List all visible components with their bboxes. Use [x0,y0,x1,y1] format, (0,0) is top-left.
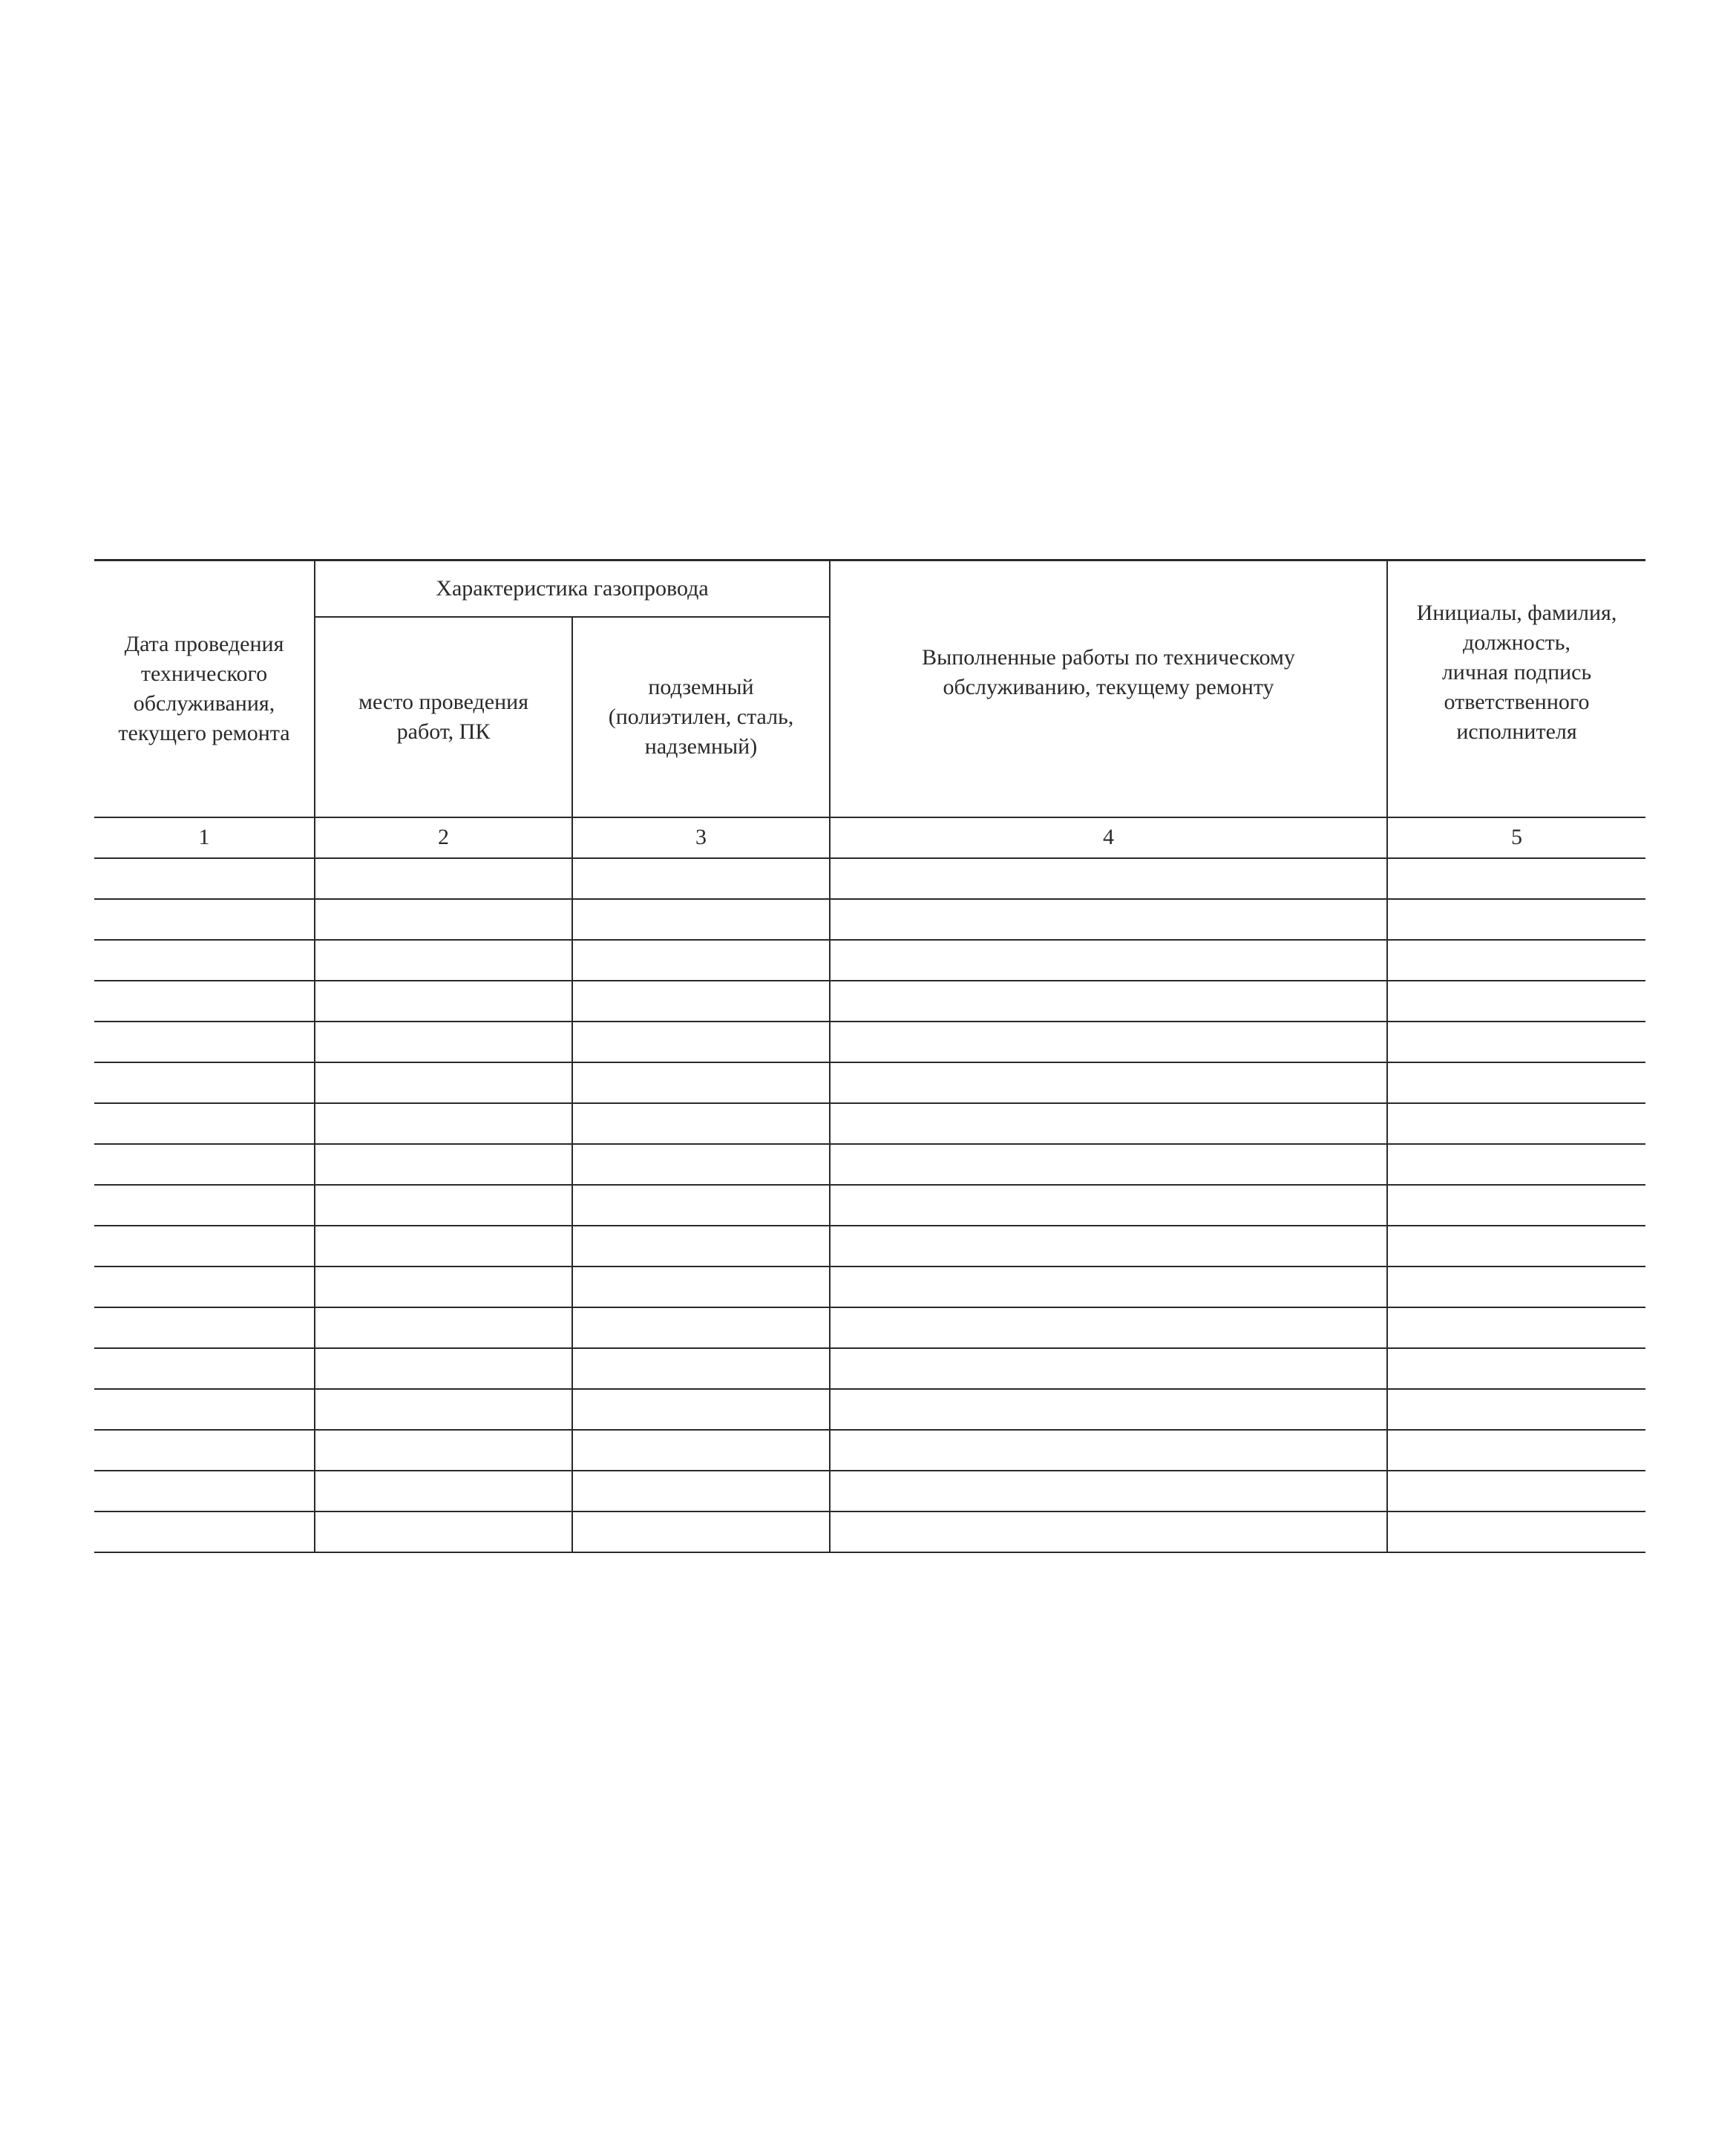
column-number: 4 [830,817,1387,858]
table-cell[interactable] [94,1144,315,1185]
header-pipeline-type-label: подземный (полиэтилен, сталь, надземный) [608,674,794,759]
table-cell[interactable] [830,1348,1387,1389]
table-cell[interactable] [830,1062,1387,1103]
table-cell[interactable] [572,1103,830,1144]
table-cell[interactable] [94,1307,315,1348]
table-cell[interactable] [1387,981,1645,1022]
table-cell[interactable] [94,1062,315,1103]
table-cell[interactable] [315,1267,572,1307]
table-cell[interactable] [830,1103,1387,1144]
table-cell[interactable] [94,1103,315,1144]
table-cell[interactable] [830,1022,1387,1062]
table-cell[interactable] [830,1389,1387,1430]
table-cell[interactable] [315,1144,572,1185]
column-number: 5 [1387,817,1645,858]
table-cell[interactable] [572,1267,830,1307]
column-number: 3 [572,817,830,858]
table-cell[interactable] [830,1307,1387,1348]
table-cell[interactable] [830,899,1387,940]
table-cell[interactable] [1387,1226,1645,1267]
table-row [94,1307,1645,1348]
table-row [94,1511,1645,1552]
table-cell[interactable] [94,1185,315,1226]
table-cell[interactable] [94,1511,315,1552]
table-cell[interactable] [315,1471,572,1511]
table-cell[interactable] [1387,1185,1645,1226]
table-cell[interactable] [94,858,315,899]
column-number: 1 [94,817,315,858]
table-cell[interactable] [1387,858,1645,899]
table-cell[interactable] [94,981,315,1022]
table-row [94,1185,1645,1226]
table-row [94,1103,1645,1144]
table-cell[interactable] [572,1144,830,1185]
table-cell[interactable] [572,1022,830,1062]
table-cell[interactable] [315,1511,572,1552]
table-cell[interactable] [830,1471,1387,1511]
table-cell[interactable] [830,858,1387,899]
table-cell[interactable] [830,1511,1387,1552]
table-cell[interactable] [315,1226,572,1267]
header-row-top [94,560,1645,617]
table-cell[interactable] [94,1267,315,1307]
table-row [94,1226,1645,1267]
header-pipeline-characteristics-label: Характеристика газопровода [436,575,709,601]
table-cell[interactable] [315,1022,572,1062]
table-cell[interactable] [572,1185,830,1226]
table-cell[interactable] [1387,899,1645,940]
header-work-performed-label: Выполненные работы по техническому обслуживанию, текущему ремонту [922,644,1295,699]
table-cell[interactable] [830,1267,1387,1307]
table-cell[interactable] [315,1348,572,1389]
table-cell[interactable] [94,1471,315,1511]
maintenance-log-table [94,559,1645,1553]
header-responsible-person-label: Инициалы, фамилия, должность, личная подпись ответственного исполнителя [1416,600,1617,744]
table-row [94,1022,1645,1062]
header-date-label: Дата проведения технического обслуживания, текущего ремонта [118,631,290,745]
table-cell[interactable] [94,1348,315,1389]
header-work-performed [830,560,1387,817]
table-cell[interactable] [94,1430,315,1471]
table-cell[interactable] [1387,1307,1645,1348]
table-cell[interactable] [1387,1267,1645,1307]
table-cell[interactable] [94,899,315,940]
table-cell[interactable] [315,1389,572,1430]
table-body [94,817,1645,1552]
table-cell[interactable] [1387,1348,1645,1389]
table-row [94,1471,1645,1511]
table-cell[interactable] [315,899,572,940]
header-work-location [315,617,572,817]
table-cell[interactable] [830,981,1387,1022]
table-cell[interactable] [1387,1511,1645,1552]
table-cell[interactable] [572,1511,830,1552]
table-row [94,981,1645,1022]
table-cell[interactable] [1387,940,1645,981]
table-cell[interactable] [572,899,830,940]
table-cell[interactable] [94,1389,315,1430]
table-row [94,1267,1645,1307]
table-cell[interactable] [1387,1471,1645,1511]
table-row [94,899,1645,940]
table-cell[interactable] [315,1430,572,1471]
table-cell[interactable] [830,1226,1387,1267]
table-row [94,1062,1645,1103]
table-cell[interactable] [572,1062,830,1103]
table-cell[interactable] [572,1348,830,1389]
table-cell[interactable] [1387,1022,1645,1062]
table-row [94,1348,1645,1389]
column-number: 2 [315,817,572,858]
table-cell[interactable] [572,940,830,981]
table-row [94,1430,1645,1471]
table-cell[interactable] [572,1226,830,1267]
table-cell[interactable] [94,1226,315,1267]
table-row [94,1144,1645,1185]
table-cell[interactable] [1387,1430,1645,1471]
table-cell[interactable] [830,940,1387,981]
table-cell[interactable] [315,1062,572,1103]
table-cell[interactable] [315,1307,572,1348]
table-cell[interactable] [315,1185,572,1226]
table-cell[interactable] [830,1430,1387,1471]
table-cell[interactable] [572,858,830,899]
table-cell[interactable] [1387,1062,1645,1103]
table-cell[interactable] [315,940,572,981]
table-cell[interactable] [315,981,572,1022]
table-row [94,1389,1645,1430]
table-cell[interactable] [94,1022,315,1062]
table-cell[interactable] [94,940,315,981]
table-cell[interactable] [830,1185,1387,1226]
table-row [94,940,1645,981]
table-cell[interactable] [572,981,830,1022]
table-cell[interactable] [572,1389,830,1430]
column-number-row [94,817,1645,858]
table-cell[interactable] [1387,1103,1645,1144]
table-cell[interactable] [830,1144,1387,1185]
header-date [94,560,315,817]
header-pipeline-characteristics [315,560,830,617]
header-work-location-label: место проведения работ, ПК [358,689,529,744]
table-cell[interactable] [1387,1389,1645,1430]
table-cell[interactable] [572,1307,830,1348]
table-cell[interactable] [1387,1144,1645,1185]
table-cell[interactable] [572,1430,830,1471]
header-pipeline-type [572,617,830,817]
table-cell[interactable] [572,1471,830,1511]
header-responsible-person [1387,560,1645,817]
table-cell[interactable] [315,1103,572,1144]
table-row [94,858,1645,899]
table-cell[interactable] [315,858,572,899]
